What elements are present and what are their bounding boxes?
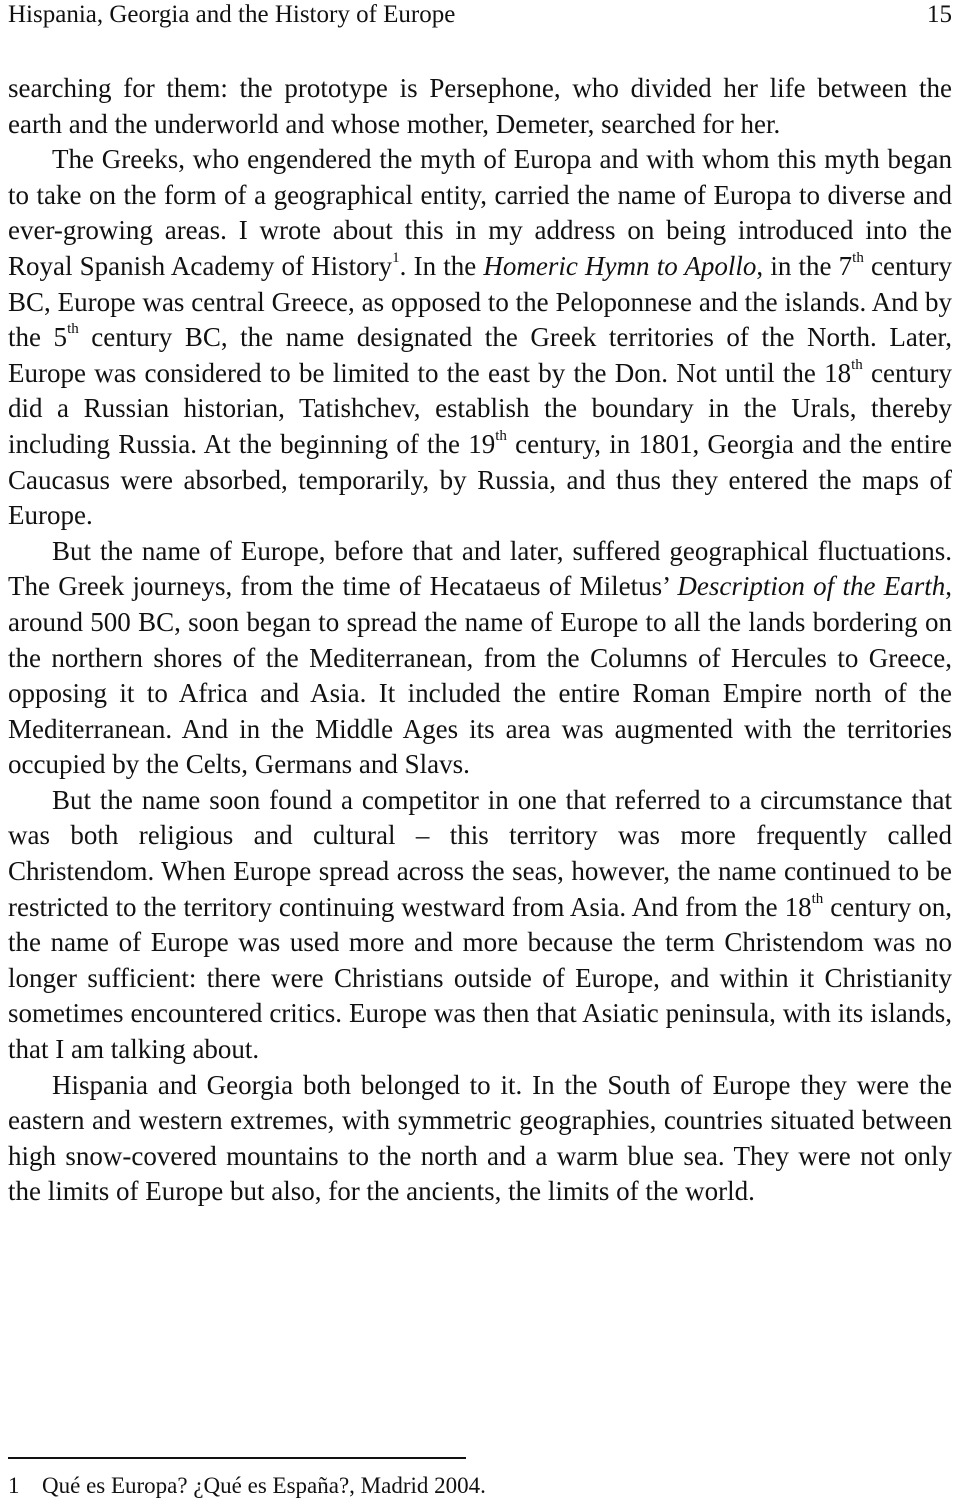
text-run: century BC, the name designated the Greek territories of the North. Later, Europe was considered to be limited to the east by the Don. Not until the 18 — [8, 322, 952, 388]
footnote-number: 1 — [8, 1473, 20, 1498]
paragraph — [8, 783, 952, 1068]
text-run: century BC, Europe was central Greece, as opposed to the Peloponnese and the islands. And by the 5 — [8, 250, 952, 353]
ordinal-superscript: th — [852, 249, 864, 266]
running-head-title: Hispania, Georgia and the History of Europe — [8, 1, 456, 28]
text-run: century on, the name of Europe was used more and more because the term Christendom was no longer sufficient: there were Christians outside of Europe, and within it Christianity sometimes encountered critics. Europe was then that Asiatic peninsula, with its islands, that I am talking about. — [8, 891, 952, 1065]
running-head — [8, 0, 952, 30]
text-run: But the name of Europe, before that and later, suffered geographical fluctuations. The Greek journeys, from the time of Hecataeus of Miletus’ — [8, 535, 952, 602]
text-run: . In the — [399, 250, 484, 281]
page-number: 15 — [927, 1, 952, 28]
ordinal-superscript: th — [811, 890, 824, 907]
text-run: The Greeks, who engendered the myth of Europa and with whom this myth began to take on the form of a geographical entity, carried the name of Europa to diverse and ever-growing areas. I wrote about this in my address on being introduced into the Royal Spanish Academy of History — [8, 144, 952, 281]
text-run: , in the 7 — [756, 250, 853, 281]
italic-title: Description of the Earth — [677, 571, 946, 602]
footnote-rule — [8, 1457, 466, 1459]
text-run: Hispania and Georgia both belonged to it. In the South of Europe they were the eastern and western extremes, with symmetric geographies, countries situated between high snow-covered mountains to the north and a warm blue sea. They were not only the limits of Europe but also, for the ancients, the limits of the world. — [8, 1069, 952, 1207]
ordinal-superscript: th — [67, 321, 79, 338]
ordinal-superscript: th — [851, 356, 863, 373]
body-text — [8, 71, 952, 1210]
ordinal-superscript: th — [495, 427, 507, 444]
italic-title: Homeric Hymn to Apollo — [483, 250, 757, 281]
footnote-reference: 1 — [392, 249, 400, 266]
footnote-text: Qué es Europa? ¿Qué es España?, Madrid 2004. — [42, 1473, 486, 1498]
paragraph — [8, 1068, 952, 1210]
text-run: But the name soon found a competitor in one that referred to a circumstance that was both religious and cultural – this territory was more frequently called Christendom. When Europe spread across the seas, however, the name continued to be restricted to the territory continuing westward from Asia. And from the 18 — [8, 784, 952, 922]
text-run: , around 500 BC, soon began to spread the name of Europe to all the lands bordering on the northern shores of the Mediterranean, from the Columns of Hercules to Greece, opposing it to Africa and Asia. It included the entire Roman Empire north of the Mediterranean. And in the Middle Ages its area was augmented with the territories occupied by the Celts, Germans and Slavs. — [8, 571, 952, 780]
text-run: century did a Russian historian, Tatishchev, establish the boundary in the Urals, thereby including Russia. At the beginning of the 19 — [8, 357, 952, 459]
paragraph — [8, 71, 952, 142]
text-run: searching for them: the prototype is Persephone, who divided her life between the earth and the underworld and whose mother, Demeter, searched for her. — [8, 73, 952, 139]
text-run: century, in 1801, Georgia and the entire Caucasus were absorbed, temporarily, by Russia, and thus they entered the maps of Europe. — [8, 428, 952, 531]
paragraph — [8, 534, 952, 783]
paragraph — [8, 142, 952, 534]
